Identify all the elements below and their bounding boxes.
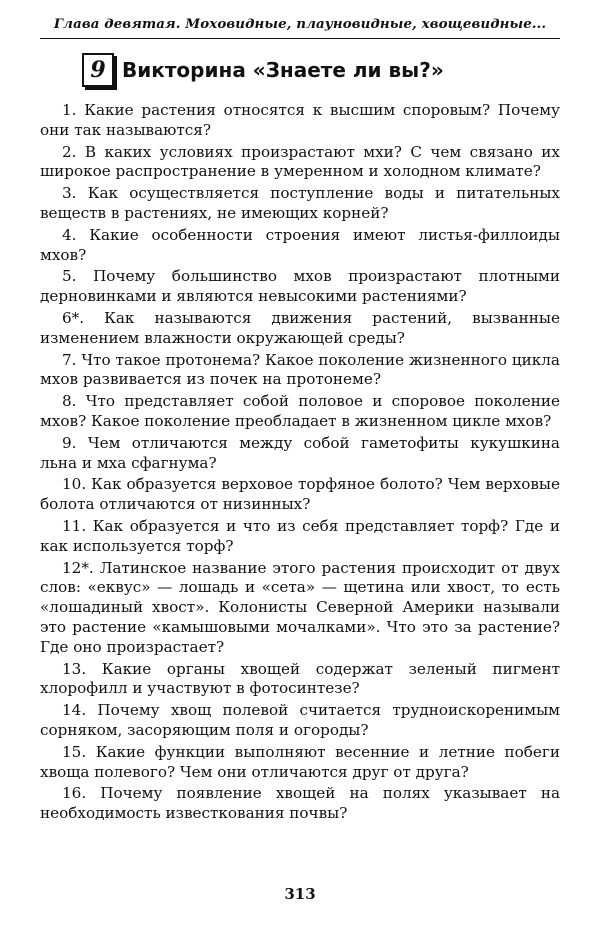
question-item: 12*. Латинское название этого растения происходит от двух слов: «еквус» — лошадь и «сета» — щетина или хвост, то есть «лошадиный хвост». Колонисты Северной Америки называли это растение «камышовыми мочалками». Что это за растение? Где оно произрастает? (40, 558, 560, 656)
question-item: 4. Какие особенности строения имеют листья-филлоиды мхов? (40, 225, 560, 264)
running-header: Глава девятая. Моховидные, плауновидные, хвощевидные... (40, 16, 560, 39)
section-title: Викторина «Знаете ли вы?» (122, 58, 444, 82)
question-item: 2. В каких условиях произрастают мхи? С чем связано их широкое распространение в умеренном и холодном климате? (40, 142, 560, 181)
question-item: 3. Как осуществляется поступление воды и питательных веществ в растениях, не имеющих корней? (40, 184, 560, 222)
page-number: 313 (284, 885, 316, 903)
question-item: 10. Как образуется верховое торфяное болото? Чем верховые болота отличаются от низинных? (40, 475, 560, 514)
question-item: 8. Что представляет собой половое и споровое поколение мхов? Какое поколение преобладает в жизненном цикле мхов? (40, 392, 560, 430)
question-item: 13. Какие органы хвощей содержат зеленый пигмент хлорофилл и участвуют в фотосинтезе? (40, 659, 560, 698)
question-item: 14. Почему хвощ полевой считается трудноискоренимым сорняком, засоряющим поля и огороды? (40, 701, 560, 739)
question-list (40, 101, 560, 824)
question-item: 1. Какие растения относятся к высшим споровым? Почему они так называются? (40, 101, 560, 139)
question-item: 6*. Как называются движения растений, вызванные изменением влажности окружающей среды? (40, 308, 560, 347)
question-item: 15. Какие функции выполняют весенние и летние побеги хвоща полевого? Чем они отличаются друг от друга? (40, 742, 560, 781)
section-heading (40, 53, 560, 87)
page (40, 16, 560, 826)
question-item: 5. Почему большинство мхов произрастают плотными дерновинками и являются невысокими растениями? (40, 267, 560, 306)
section-number-box: 9 (82, 53, 114, 87)
question-item: 16. Почему появление хвощей на полях указывает на необходимость известкования почвы? (40, 784, 560, 823)
question-item: 11. Как образуется и что из себя представляет торф? Где и как используется торф? (40, 516, 560, 555)
question-item: 9. Чем отличаются между собой гаметофиты кукушкина льна и мха сфагнума? (40, 433, 560, 472)
question-item: 7. Что такое протонема? Какое поколение жизненного цикла мхов развивается из почек на протонеме? (40, 350, 560, 389)
